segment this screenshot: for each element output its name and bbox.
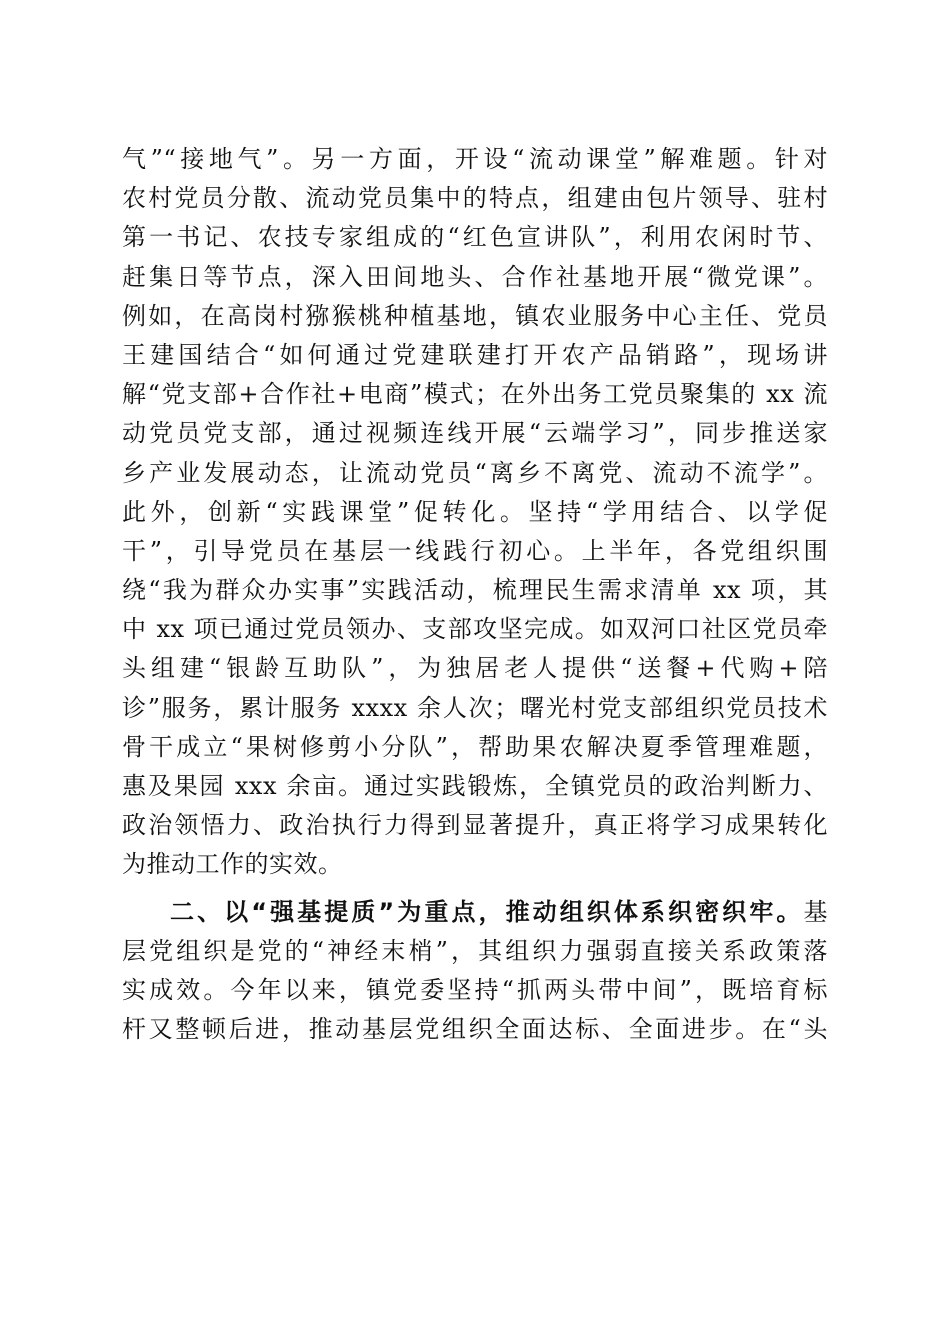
text-line: 为推动工作的实效。 xyxy=(122,850,343,879)
text-line: 诊”服务，累计服务 xxxx 余人次；曙光村党支部组织党员技术 xyxy=(122,693,828,722)
text-line: 惠及果园 xxx 余亩。通过实践锻炼，全镇党员的政治判断力、 xyxy=(122,772,828,800)
text-line: 乡产业发展动态，让流动党员“离乡不离党、流动不流学”。 xyxy=(122,458,828,487)
text-line: 杆又整顿后进，推动基层党组织全面达标、全面进步。在“头 xyxy=(122,1015,828,1044)
text-line: 头组建“银龄互助队”，为独居老人提供“送餐+代购+陪 xyxy=(122,654,828,683)
text-line: 解“党支部+合作社+电商”模式；在外出务工党员聚集的 xx 流 xyxy=(122,380,828,409)
text-line: 第一书记、农技专家组成的“红色宣讲队”，利用农闲时节、 xyxy=(122,223,828,252)
text-line: 政治领悟力、政治执行力得到显著提升，真正将学习成果转化 xyxy=(122,811,828,840)
text-line: 中 xx 项已通过党员领办、支部攻坚完成。如双河口社区党员牵 xyxy=(122,615,828,644)
paragraph-2 xyxy=(122,893,828,1050)
text-line: 王建国结合“如何通过党建联建打开农产品销路”，现场讲 xyxy=(122,340,828,369)
text-line: 层党组织是党的“神经末梢”，其组织力强弱直接关系政策落 xyxy=(122,936,828,965)
text-line: 绕“我为群众办实事”实践活动，梳理民生需求清单 xx 项，其 xyxy=(122,576,828,605)
heading-line xyxy=(122,893,828,932)
text-line: 气”“接地气”。另一方面，开设“流动课堂”解难题。针对 xyxy=(122,145,828,173)
text-line: 动党员党支部，通过视频连线开展“云端学习”，同步推送家 xyxy=(122,419,828,448)
text-line: 实成效。今年以来，镇党委坚持“抓两头带中间”，既培育标 xyxy=(122,975,828,1004)
text-line: 农村党员分散、流动党员集中的特点，组建由包片领导、驻村 xyxy=(122,184,828,213)
paragraph-1 xyxy=(122,140,828,885)
text-line: 赶集日等节点，深入田间地头、合作社基地开展“微党课”。 xyxy=(122,262,828,291)
text-line: 骨干成立“果树修剪小分队”，帮助果农解决夏季管理难题， xyxy=(122,732,828,761)
heading-line-rest: 基 xyxy=(803,897,828,926)
paragraph-gap xyxy=(122,885,828,893)
text-line: 例如，在高岗村猕猴桃种植基地，镇农业服务中心主任、党员 xyxy=(122,301,828,330)
text-line: 此外，创新“实践课堂”促转化。坚持“学用结合、以学促 xyxy=(122,497,828,526)
section-heading: 二、以“强基提质”为重点，推动组织体系织密织牢。 xyxy=(170,897,804,926)
text-line: 干”，引导党员在基层一线践行初心。上半年，各党组织围 xyxy=(122,536,828,565)
document-body xyxy=(122,140,828,1049)
